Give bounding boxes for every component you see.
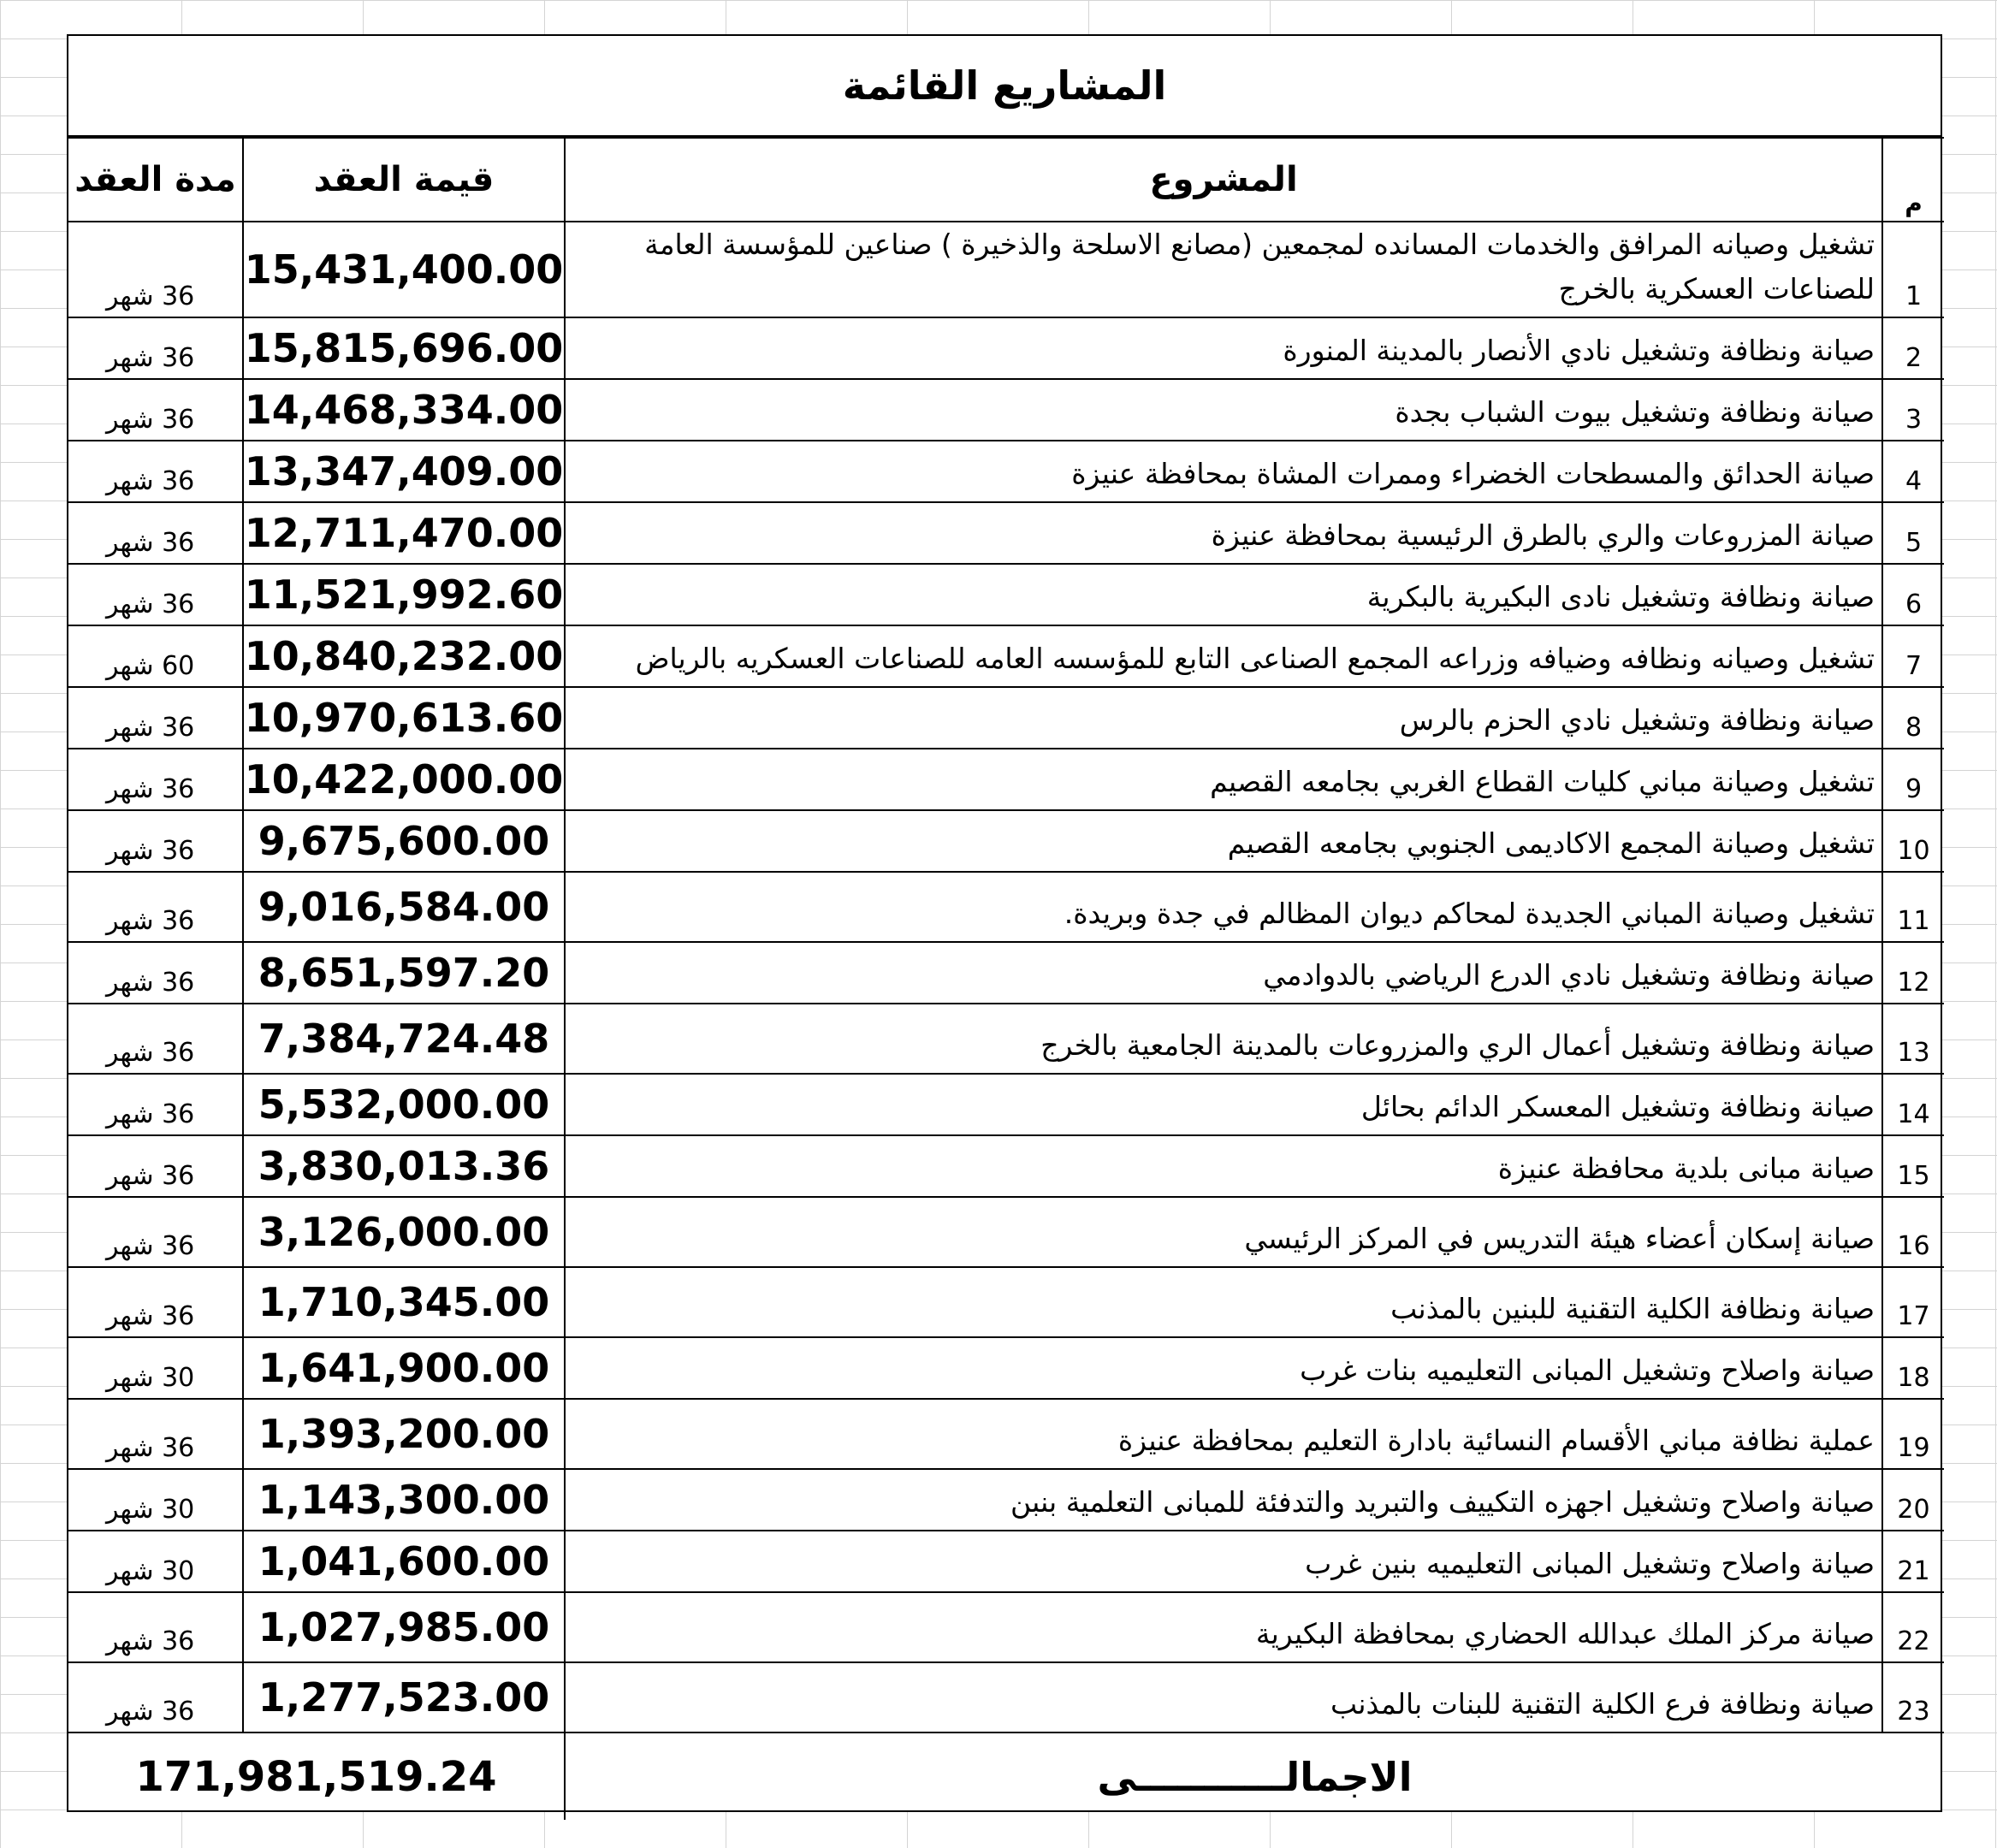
project-cell: صيانة ونظافة وتشغيل أعمال الري والمزروعات بالمدينة الجامعية بالخرج [565,1004,1882,1074]
value-cell: 3,126,000.00 [243,1197,565,1267]
duration-cell: 36 شهر [68,942,243,1004]
row-number-cell: 12 [1882,942,1944,1004]
project-cell: صيانة ونظافة وتشغيل نادي الأنصار بالمدينة المنورة [565,317,1882,379]
row-number-cell: 5 [1882,502,1944,564]
table-row [68,441,1944,502]
project-cell: صيانة ونظافة وتشغيل نادي الدرع الرياضي بالدوادمي [565,942,1882,1004]
value-cell: 1,277,523.00 [243,1662,565,1732]
total-value: 171,981,519.24 [68,1732,565,1820]
duration-cell: 36 شهر [68,1135,243,1197]
table-row [68,502,1944,564]
header-value: قيمة العقد [243,138,565,222]
value-cell: 9,675,600.00 [243,810,565,872]
table-row [68,1074,1944,1135]
sheet-title: المشاريع القائمة [68,36,1941,137]
duration-cell: 36 شهر [68,1592,243,1662]
table-row [68,625,1944,687]
duration-cell: 36 شهر [68,810,243,872]
value-cell: 11,521,992.60 [243,564,565,625]
row-number-cell: 19 [1882,1399,1944,1469]
total-label: الاجمالـــــــــــى [565,1732,1944,1820]
table-row [68,1197,1944,1267]
project-cell: صيانة إسكان أعضاء هيئة التدريس في المركز الرئيسي [565,1197,1882,1267]
duration-cell: 36 شهر [68,1004,243,1074]
row-number-cell: 11 [1882,872,1944,942]
row-number-cell: 9 [1882,749,1944,810]
project-cell: تشغيل وصيانة المجمع الاكاديمى الجنوبي بجامعه القصيم [565,810,1882,872]
header-project: المشروع [565,138,1882,222]
table-row [68,1469,1944,1531]
value-cell: 3,830,013.36 [243,1135,565,1197]
duration-cell: 36 شهر [68,1074,243,1135]
table-row [68,1135,1944,1197]
row-number-cell: 20 [1882,1469,1944,1531]
table-row [68,687,1944,749]
value-cell: 12,711,470.00 [243,502,565,564]
row-number-cell: 2 [1882,317,1944,379]
value-cell: 9,016,584.00 [243,872,565,942]
value-cell: 8,651,597.20 [243,942,565,1004]
project-cell: تشغيل وصيانة المباني الجديدة لمحاكم ديوان المظالم في جدة وبريدة. [565,872,1882,942]
project-cell: صيانة واصلاح وتشغيل المبانى التعليميه بنين غرب [565,1531,1882,1592]
project-cell: تشغيل وصيانه المرافق والخدمات المسانده لمجمعين (مصانع الاسلحة والذخيرة ) صناعين للمؤسسة العامة للصناعات العسكرية بالخرج [565,222,1882,317]
value-cell: 1,041,600.00 [243,1531,565,1592]
duration-cell: 60 شهر [68,625,243,687]
duration-cell: 36 شهر [68,687,243,749]
row-number-cell: 1 [1882,222,1944,317]
duration-cell: 36 شهر [68,564,243,625]
duration-cell: 36 شهر [68,441,243,502]
row-number-cell: 6 [1882,564,1944,625]
table-row [68,317,1944,379]
table-row [68,1399,1944,1469]
duration-cell: 36 شهر [68,872,243,942]
table-row [68,1267,1944,1337]
row-number-cell: 3 [1882,379,1944,441]
projects-table [68,137,1944,1820]
value-cell: 10,840,232.00 [243,625,565,687]
row-number-cell: 4 [1882,441,1944,502]
project-cell: صيانة ونظافة وتشغيل المعسكر الدائم بحائل [565,1074,1882,1135]
row-number-cell: 18 [1882,1337,1944,1399]
project-cell: صيانة الحدائق والمسطحات الخضراء وممرات المشاة بمحافظة عنيزة [565,441,1882,502]
row-number-cell: 22 [1882,1592,1944,1662]
project-cell: عملية نظافة مباني الأقسام النسائية بادارة التعليم بمحافظة عنيزة [565,1399,1882,1469]
duration-cell: 36 شهر [68,502,243,564]
table-row [68,872,1944,942]
row-number-cell: 14 [1882,1074,1944,1135]
project-cell: صيانة ونظافة وتشغيل نادى البكيرية بالبكرية [565,564,1882,625]
duration-cell: 36 شهر [68,749,243,810]
table-row [68,379,1944,441]
table-row [68,1592,1944,1662]
project-cell: صيانة ونظافة الكلية التقنية للبنين بالمذنب [565,1267,1882,1337]
project-cell: تشغيل وصيانة مباني كليات القطاع الغربي بجامعه القصيم [565,749,1882,810]
header-duration: مدة العقد [68,138,243,222]
row-number-cell: 21 [1882,1531,1944,1592]
value-cell: 1,143,300.00 [243,1469,565,1531]
duration-cell: 36 شهر [68,222,243,317]
project-cell: صيانة واصلاح وتشغيل اجهزه التكييف والتبريد والتدفئة للمبانى التعلمية بنبن [565,1469,1882,1531]
project-cell: صيانة مركز الملك عبدالله الحضاري بمحافظة البكيرية [565,1592,1882,1662]
row-number-cell: 13 [1882,1004,1944,1074]
table-row [68,942,1944,1004]
duration-cell: 30 شهر [68,1337,243,1399]
project-cell: صيانة ونظافة وتشغيل بيوت الشباب بجدة [565,379,1882,441]
project-cell: تشغيل وصيانه ونظافه وضيافه وزراعه المجمع الصناعى التابع للمؤسسه العامه للصناعات العسكريه بالرياض [565,625,1882,687]
row-number-cell: 8 [1882,687,1944,749]
value-cell: 1,641,900.00 [243,1337,565,1399]
row-number-cell: 16 [1882,1197,1944,1267]
table-row [68,222,1944,317]
value-cell: 7,384,724.48 [243,1004,565,1074]
header-num: م [1882,138,1944,222]
table-row [68,1662,1944,1732]
projects-sheet [67,34,1942,1812]
row-number-cell: 10 [1882,810,1944,872]
duration-cell: 36 شهر [68,1399,243,1469]
header-row [68,138,1944,222]
row-number-cell: 23 [1882,1662,1944,1732]
duration-cell: 30 شهر [68,1469,243,1531]
project-cell: صيانة المزروعات والري بالطرق الرئيسية بمحافظة عنيزة [565,502,1882,564]
value-cell: 15,431,400.00 [243,222,565,317]
value-cell: 15,815,696.00 [243,317,565,379]
row-number-cell: 17 [1882,1267,1944,1337]
table-row [68,1004,1944,1074]
duration-cell: 36 شهر [68,379,243,441]
value-cell: 1,710,345.00 [243,1267,565,1337]
table-row [68,749,1944,810]
value-cell: 10,970,613.60 [243,687,565,749]
project-cell: صيانة واصلاح وتشغيل المبانى التعليميه بنات غرب [565,1337,1882,1399]
duration-cell: 36 شهر [68,1662,243,1732]
table-row [68,564,1944,625]
table-row [68,1337,1944,1399]
value-cell: 14,468,334.00 [243,379,565,441]
value-cell: 13,347,409.00 [243,441,565,502]
duration-cell: 36 شهر [68,1197,243,1267]
row-number-cell: 7 [1882,625,1944,687]
table-row [68,1531,1944,1592]
duration-cell: 30 شهر [68,1531,243,1592]
table-row [68,810,1944,872]
value-cell: 5,532,000.00 [243,1074,565,1135]
project-cell: صيانة مبانى بلدية محافظة عنيزة [565,1135,1882,1197]
project-cell: صيانة ونظافة فرع الكلية التقنية للبنات بالمذنب [565,1662,1882,1732]
project-cell: صيانة ونظافة وتشغيل نادي الحزم بالرس [565,687,1882,749]
row-number-cell: 15 [1882,1135,1944,1197]
value-cell: 1,027,985.00 [243,1592,565,1662]
duration-cell: 36 شهر [68,1267,243,1337]
total-row [68,1732,1944,1820]
value-cell: 1,393,200.00 [243,1399,565,1469]
value-cell: 10,422,000.00 [243,749,565,810]
duration-cell: 36 شهر [68,317,243,379]
